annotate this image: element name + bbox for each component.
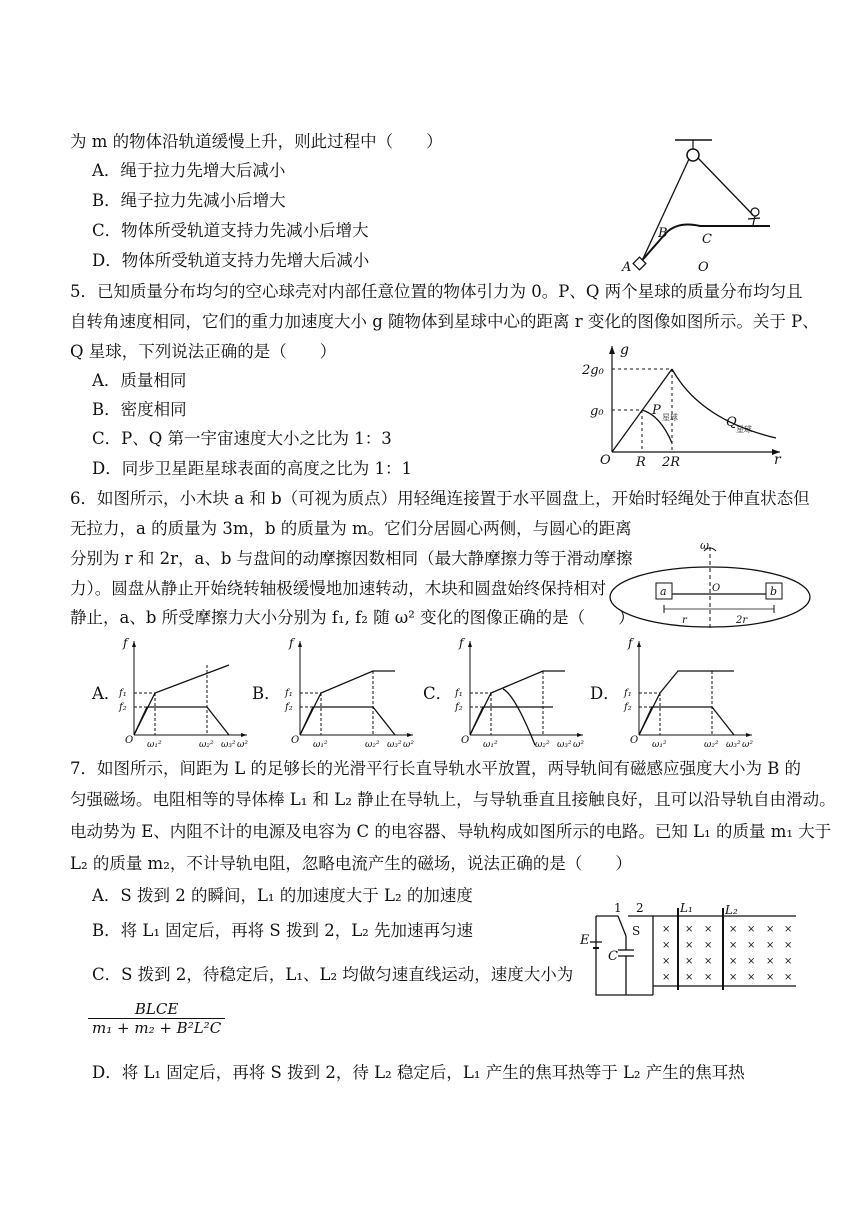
- q6-dist-r: r: [682, 615, 687, 626]
- q5-line-3: Q 星球，下列说法正确的是（ ）: [70, 342, 337, 361]
- q6-choice-d: D．: [590, 684, 620, 703]
- q7-line-4: L₂ 的质量 m₂，不计导轨电阻，忽略电流产生的磁场，说法正确的是（ ）: [70, 854, 632, 873]
- svg-text:f: f: [289, 636, 294, 650]
- q5-curve-q-sub: 星球: [736, 425, 752, 434]
- q7-velocity-fraction: [88, 1000, 225, 1037]
- svg-text:O: O: [630, 735, 639, 746]
- circuit-switch-s: S: [632, 924, 641, 938]
- q6-block-a: a: [660, 585, 667, 598]
- svg-text:f₂: f₂: [119, 702, 127, 713]
- field-cross-mark: ×: [784, 924, 793, 935]
- q4-option-d: D．物体所受轨道支持力先增大后减小: [92, 251, 370, 270]
- q5-tick-r: R: [636, 455, 646, 470]
- svg-text:O: O: [461, 735, 470, 746]
- q5-y-axis-label: g: [620, 342, 629, 358]
- field-cross-mark: ×: [662, 972, 671, 983]
- svg-text:ω₁²: ω₁²: [483, 740, 498, 750]
- q5-option-a: A．质量相同: [92, 371, 187, 390]
- q7-line-1: 7．如图所示，间距为 L 的足够长的光滑平行长直导轨水平放置，两导轨间有磁感应强度大小为 B 的: [70, 759, 802, 778]
- field-cross-mark: ×: [729, 956, 738, 967]
- circuit-capacitor-c: C: [608, 949, 618, 964]
- svg-text:O: O: [125, 735, 134, 746]
- rod-l1-label: L₁: [680, 901, 693, 915]
- q4-pulley-figure: [620, 135, 790, 285]
- field-cross-mark: ×: [662, 956, 671, 967]
- q4-label-o: O: [698, 260, 709, 275]
- q4-option-b: B．绳子拉力先减小后增大: [92, 191, 286, 210]
- q5-curve-p-label: P: [652, 403, 661, 418]
- field-cross-mark: ×: [747, 940, 756, 951]
- rod-l2-label: L₂: [725, 903, 738, 917]
- field-cross-mark: ×: [662, 940, 671, 951]
- field-cross-mark: ×: [704, 924, 713, 935]
- q6-center-o: O: [712, 583, 721, 594]
- svg-text:ω²: ω²: [573, 740, 584, 750]
- q4-option-a: A．绳于拉力先增大后减小: [92, 161, 286, 180]
- q6-line-2: 无拉力，a 的质量为 3m，b 的质量为 m。它们分居圆心两侧，与圆心的距离: [70, 519, 632, 538]
- q5-tick-2r: 2R: [662, 455, 681, 470]
- svg-text:ω₃²: ω₃²: [387, 740, 402, 750]
- svg-text:f₂: f₂: [455, 702, 463, 713]
- q6-graph-b: [283, 637, 423, 749]
- q5-option-c: C．P、Q 第一宇宙速度大小之比为 1：3: [92, 429, 392, 448]
- svg-text:ω₂²: ω₂²: [199, 740, 214, 750]
- q7-line-3: 电动势为 E、内阻不计的电源及电容为 C 的电容器、导轨构成如图所示的电路。已知 L₁ 的质量 m₁ 大于: [70, 822, 832, 841]
- q5-option-b: B．密度相同: [92, 400, 187, 419]
- q6-graph-a: [117, 637, 257, 749]
- field-cross-mark: ×: [747, 924, 756, 935]
- q5-curve-q-label: Q: [726, 415, 737, 430]
- q6-choice-a: A．: [92, 684, 121, 703]
- field-cross-mark: ×: [704, 940, 713, 951]
- circuit-source-e: E: [580, 933, 590, 948]
- svg-text:ω₁²: ω₁²: [313, 740, 328, 750]
- q5-g-r-graph: [580, 340, 790, 470]
- q4-label-a: A: [622, 260, 632, 275]
- q5-tick-2g0: 2g₀: [582, 363, 604, 378]
- svg-text:ω₂²: ω₂²: [704, 740, 719, 750]
- field-cross-mark: ×: [685, 972, 694, 983]
- q6-line-4: 力）。圆盘从静止开始绕转轴极缓慢地加速转动，木块和圆盘始终保持相对: [70, 579, 607, 598]
- svg-text:ω₂²: ω₂²: [535, 740, 550, 750]
- magnetic-field-marks: [662, 924, 792, 983]
- q6-choice-c: C．: [423, 684, 453, 703]
- field-cross-mark: ×: [704, 956, 713, 967]
- q5-line-1: 5．已知质量分布均匀的空心球壳对内部任意位置的物体引力为 0。P、Q 两个星球的质量分布均匀且: [70, 282, 803, 301]
- field-cross-mark: ×: [729, 924, 738, 935]
- svg-text:f₁: f₁: [119, 688, 127, 699]
- q6-line-5: 静止，a、b 所受摩擦力大小分别为 f₁, f₂ 随 ω² 变化的图像正确的是（ ）: [70, 608, 635, 627]
- q6-graph-c: [453, 637, 593, 749]
- svg-text:ω₃²: ω₃²: [557, 740, 572, 750]
- svg-text:O: O: [291, 735, 300, 746]
- q5-origin: O: [600, 453, 611, 468]
- q6-graph-d: [622, 637, 762, 749]
- svg-text:ω²: ω²: [403, 740, 414, 750]
- q7-circuit-figure: [578, 898, 800, 1003]
- field-cross-mark: ×: [766, 972, 775, 983]
- svg-text:f₁: f₁: [624, 688, 632, 699]
- field-cross-mark: ×: [747, 956, 756, 967]
- svg-text:ω²: ω²: [237, 740, 248, 750]
- q5-curve-p-sub: 星球: [662, 413, 678, 422]
- field-cross-mark: ×: [784, 940, 793, 951]
- field-cross-mark: ×: [685, 924, 694, 935]
- svg-text:f₂: f₂: [285, 702, 293, 713]
- svg-text:ω₁²: ω₁²: [652, 740, 667, 750]
- svg-text:ω₃²: ω₃²: [221, 740, 236, 750]
- svg-text:ω₂²: ω₂²: [365, 740, 380, 750]
- field-cross-mark: ×: [685, 940, 694, 951]
- circuit-terminal-2: 2: [636, 901, 644, 915]
- fraction-numerator: BLCE: [88, 1000, 225, 1019]
- circuit-terminal-1: 1: [614, 901, 622, 915]
- q7-line-2: 匀强磁场。电阻相等的导体棒 L₁ 和 L₂ 静止在导轨上，与导轨垂直且接触良好，且可以沿导轨自由滑动。: [70, 790, 836, 809]
- field-cross-mark: ×: [766, 940, 775, 951]
- q7-option-c: C．S 拨到 2，待稳定后，L₁、L₂ 均做匀速直线运动，速度大小为: [92, 965, 574, 984]
- q4-label-c: C: [702, 232, 712, 247]
- q6-choice-b: B．: [252, 684, 281, 703]
- svg-text:ω₁²: ω₁²: [147, 740, 162, 750]
- q6-dist-2r: 2r: [736, 615, 748, 626]
- q6-line-3: 分别为 r 和 2r，a、b 与盘间的动摩擦因数相同（最大静摩擦力等于滑动摩擦: [70, 549, 633, 568]
- q5-tick-g0: g₀: [590, 404, 604, 419]
- q5-line-2: 自转角速度相同，它们的重力加速度大小 g 随物体到星球中心的距离 r 变化的图像如图所示。关于 P、: [70, 312, 819, 331]
- svg-text:f: f: [459, 636, 464, 650]
- q7-option-a: A．S 拨到 2 的瞬间，L₁ 的加速度大于 L₂ 的加速度: [92, 886, 473, 905]
- q4-label-b: B: [658, 226, 668, 241]
- q6-omega: ω: [700, 539, 709, 552]
- svg-text:ω₃²: ω₃²: [726, 740, 741, 750]
- q5-option-d: D．同步卫星距星球表面的高度之比为 1：1: [92, 459, 412, 478]
- svg-text:f₁: f₁: [455, 688, 463, 699]
- svg-text:f₁: f₁: [285, 688, 293, 699]
- q6-block-b: b: [770, 585, 778, 598]
- field-cross-mark: ×: [747, 972, 756, 983]
- q5-x-axis-label: r: [774, 452, 781, 468]
- svg-text:ω²: ω²: [742, 740, 753, 750]
- field-cross-mark: ×: [729, 940, 738, 951]
- svg-text:f: f: [123, 636, 128, 650]
- q7-option-d: D．将 L₁ 固定后，再将 S 拨到 2，待 L₂ 稳定后，L₁ 产生的焦耳热等于 L₂ 产生的焦耳热: [92, 1063, 745, 1082]
- field-cross-mark: ×: [784, 972, 793, 983]
- field-cross-mark: ×: [685, 956, 694, 967]
- fraction-denominator: m₁ + m₂ + B²L²C: [92, 1019, 222, 1037]
- q4-option-c: C．物体所受轨道支持力先减小后增大: [92, 221, 369, 240]
- svg-text:f: f: [628, 636, 633, 650]
- q4-stem: 为 m 的物体沿轨道缓慢上升，则此过程中（ ）: [70, 132, 443, 151]
- field-cross-mark: ×: [766, 956, 775, 967]
- q6-disk-figure: [608, 535, 813, 630]
- field-cross-mark: ×: [766, 924, 775, 935]
- field-cross-mark: ×: [662, 924, 671, 935]
- q6-line-1: 6．如图所示，小木块 a 和 b（可视为质点）用轻绳连接置于水平圆盘上，开始时轻绳处于伸直状态但: [70, 489, 810, 508]
- q7-option-b: B．将 L₁ 固定后，再将 S 拨到 2，L₂ 先加速再匀速: [92, 921, 474, 940]
- field-cross-mark: ×: [704, 972, 713, 983]
- svg-text:f₂: f₂: [624, 702, 632, 713]
- field-cross-mark: ×: [729, 972, 738, 983]
- field-cross-mark: ×: [784, 956, 793, 967]
